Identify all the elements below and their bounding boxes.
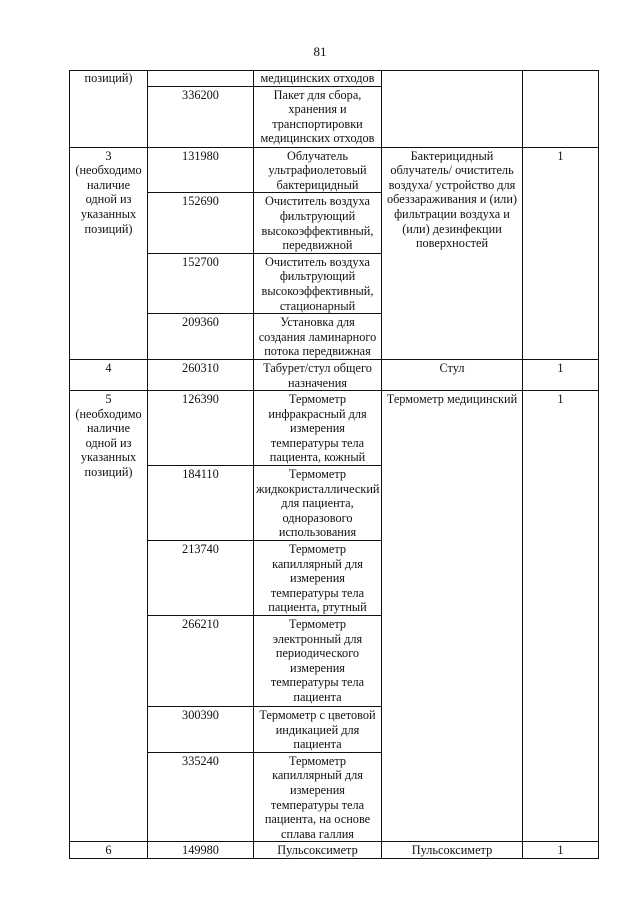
group-number: 4 [70,359,148,390]
item-name: Термометр капиллярный для измерения температуры тела пациента, на основе сплава галлия [254,752,382,842]
item-code: 336200 [148,86,254,147]
item-name: Установка для создания ламинарного потока передвижная [254,314,382,360]
table-row [70,842,599,859]
item-code: 152690 [148,193,254,253]
item-code: 184110 [148,466,254,541]
group-number: 6 [70,842,148,859]
item-code: 209360 [148,314,254,360]
table-row [70,147,599,193]
item-name: Очиститель воздуха фильтрующий высокоэффективный, передвижной [254,193,382,253]
quantity: 1 [523,391,599,842]
quantity [523,71,599,148]
quantity: 1 [523,359,599,390]
equipment-type: Термометр медицинский [382,391,523,842]
equipment-type: Пульсоксиметр [382,842,523,859]
item-code: 335240 [148,752,254,842]
table-row [70,359,599,390]
table-row [70,71,599,87]
table-row [70,391,599,466]
equipment-type [382,71,523,148]
item-code: 300390 [148,707,254,753]
item-name: Термометр капиллярный для измерения температуры тела пациента, ртутный [254,541,382,616]
item-name: Термометр жидкокристаллический для пациента, одноразового использования [254,466,382,541]
item-name: Термометр с цветовой индикацией для пациента [254,707,382,753]
item-code: 152700 [148,253,254,313]
item-name: Очиститель воздуха фильтрующий высокоэффективный, стационарный [254,253,382,313]
quantity: 1 [523,147,599,359]
item-code: 260310 [148,359,254,390]
group-number: 5 (необходимо наличие одной из указанных позиций) [70,391,148,842]
item-code: 149980 [148,842,254,859]
item-name: Термометр инфракрасный для измерения температуры тела пациента, кожный [254,391,382,466]
equipment-type: Бактерицидный облучатель/ очиститель воздуха/ устройство для обеззараживания и (или) фильтрации воздуха и (или) дезинфекции поверхностей [382,147,523,359]
item-code: 131980 [148,147,254,193]
item-name: Пакет для сбора, хранения и транспортировки медицинских отходов [254,86,382,147]
page-number: 81 [313,44,327,59]
group-number: 3 (необходимо наличие одной из указанных позиций) [70,147,148,359]
item-name: Пульсоксиметр [254,842,382,859]
item-code: 213740 [148,541,254,616]
item-code [148,71,254,87]
group-number: позиций) [70,71,148,148]
item-code: 126390 [148,391,254,466]
equipment-table [69,70,599,859]
equipment-type: Стул [382,359,523,390]
quantity: 1 [523,842,599,859]
item-name: Табурет/стул общего назначения [254,359,382,390]
item-code: 266210 [148,616,254,707]
item-name: Термометр электронный для периодического измерения температуры тела пациента [254,616,382,707]
item-name: Облучатель ультрафиолетовый бактерицидный [254,147,382,193]
item-name: медицинских отходов [254,71,382,87]
